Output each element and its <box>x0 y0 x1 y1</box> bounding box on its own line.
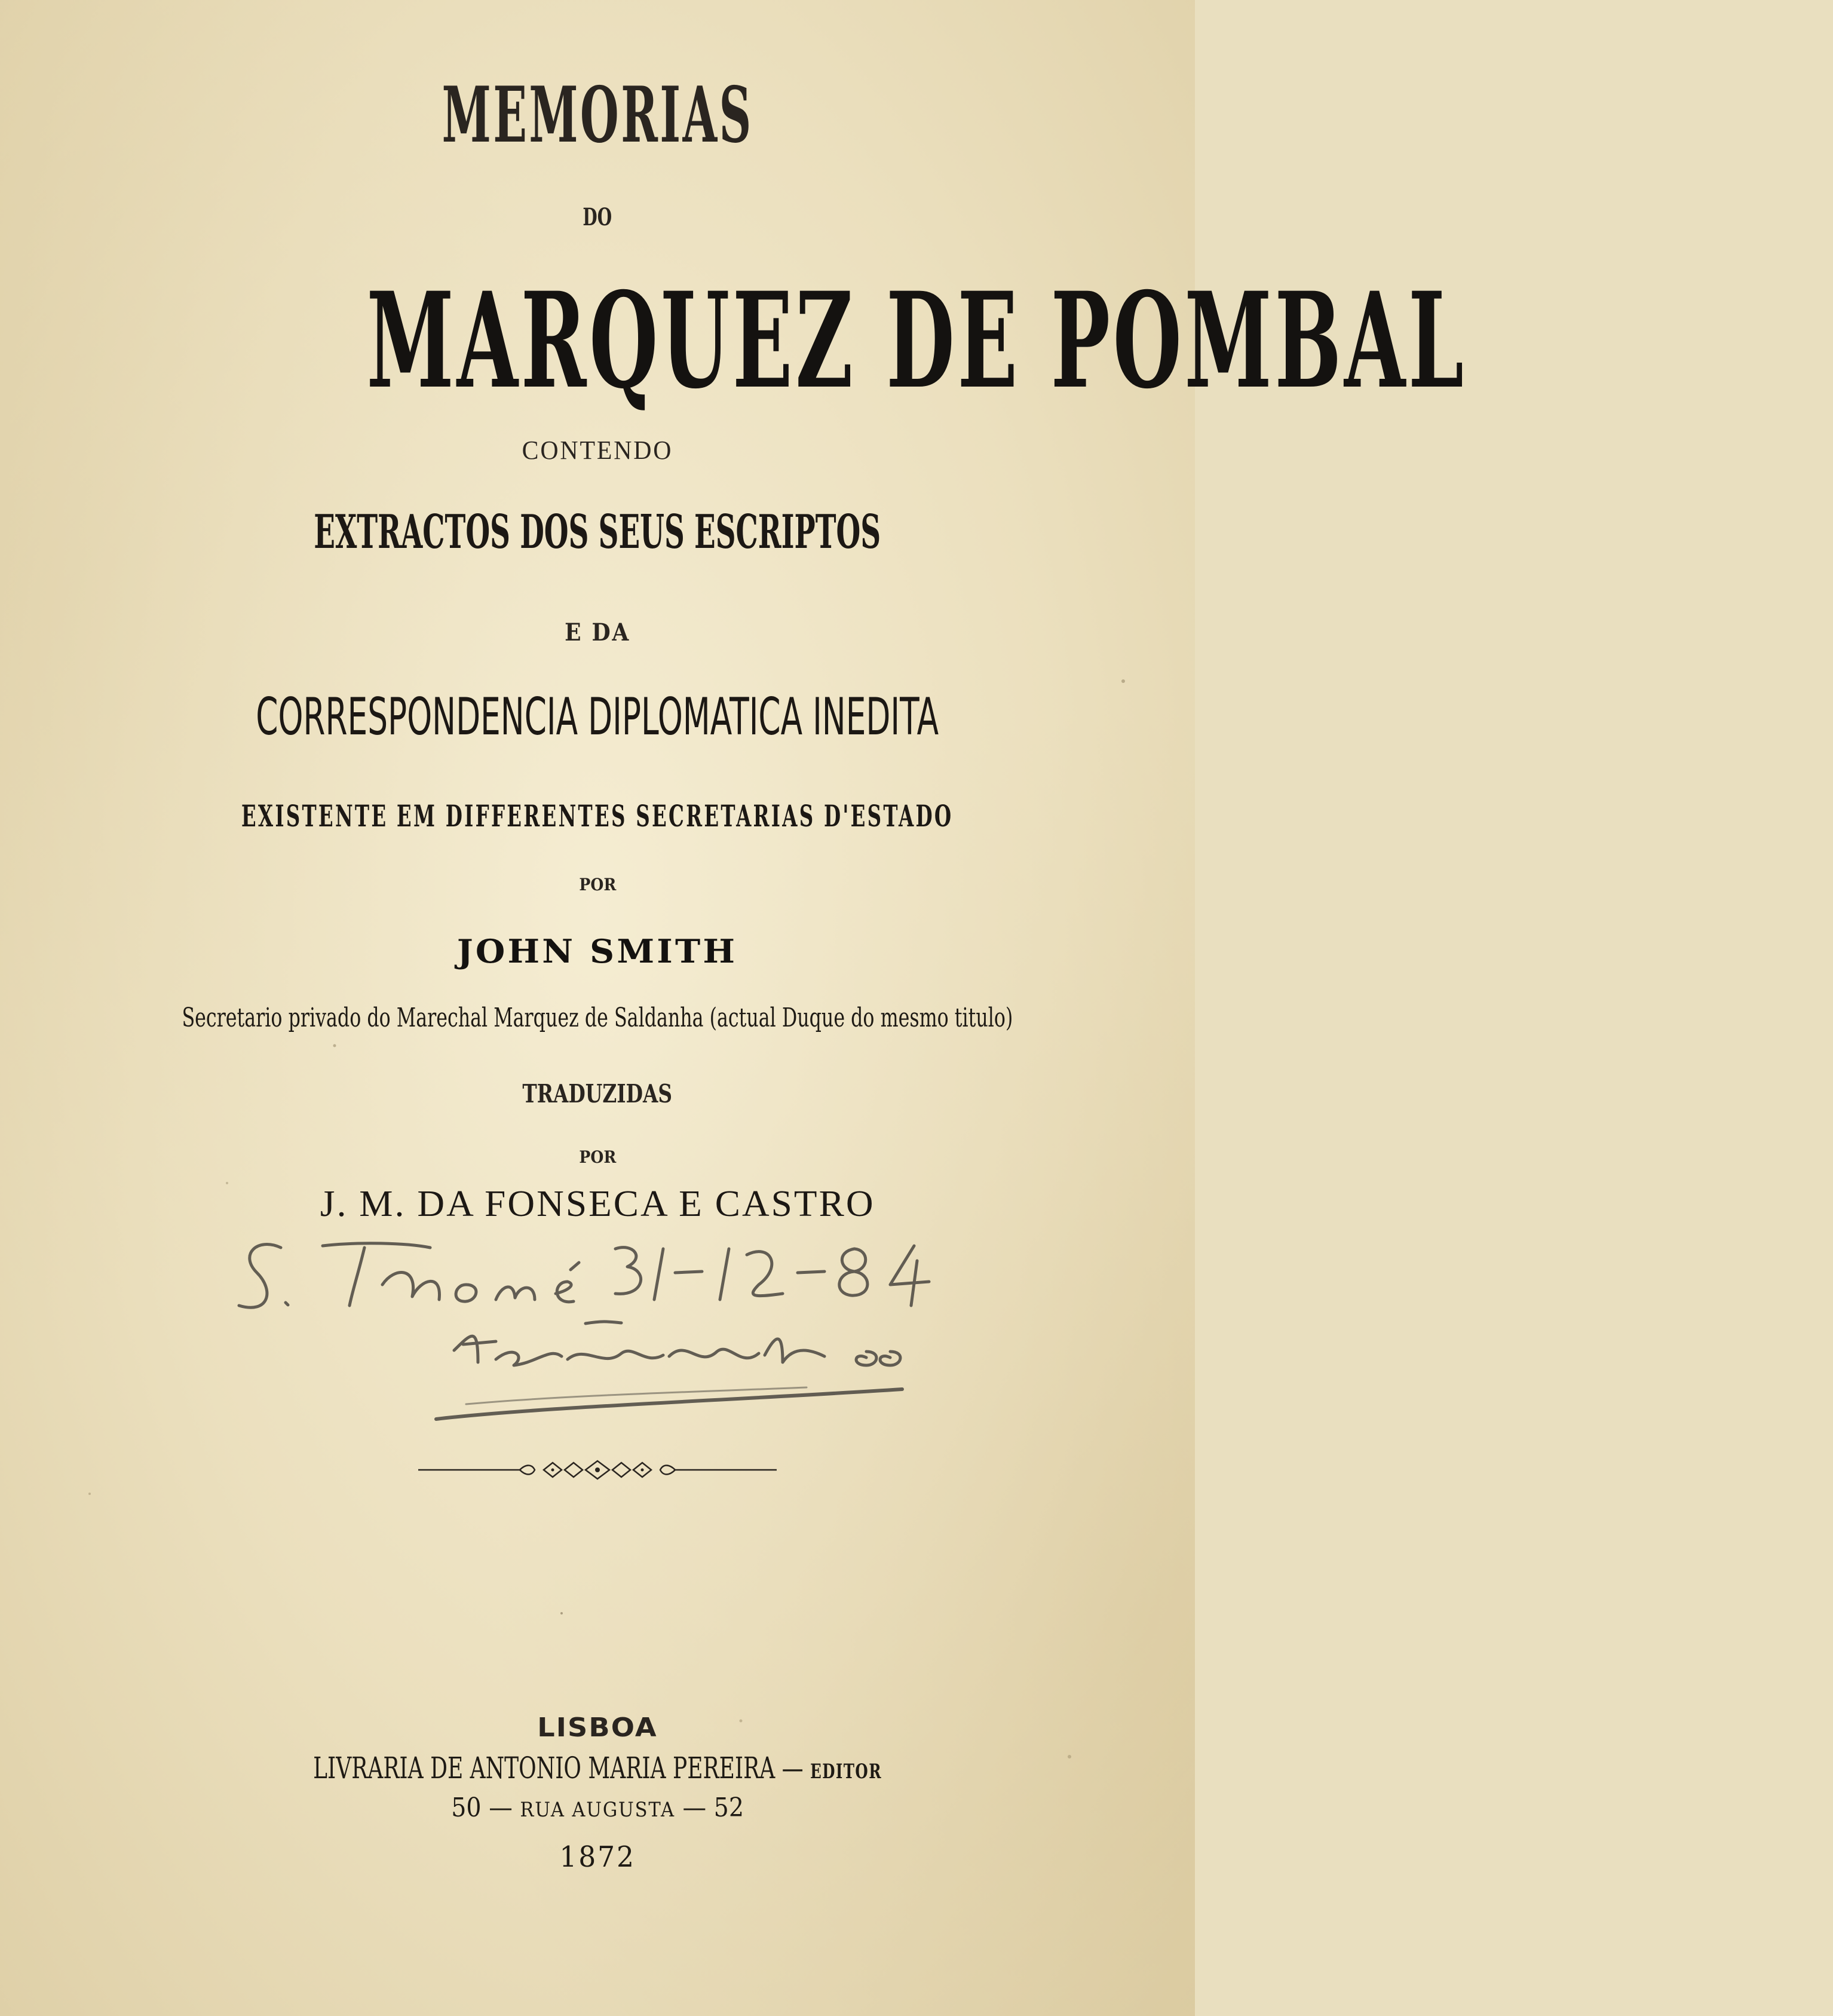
existente-text: EXISTENTE EM DIFFERENTES SECRETARIAS D'ESTADO <box>241 798 954 834</box>
contendo-line <box>0 435 1195 465</box>
correspondencia-text: CORRESPONDENCIA DIPLOMATICA INEDITA <box>256 687 939 747</box>
address-street: RUA AUGUSTA <box>520 1798 675 1822</box>
publisher-name: LIVRARIA DE ANTONIO MARIA PEREIRA <box>313 1751 776 1785</box>
imprint-city-text: LISBOA <box>537 1712 658 1743</box>
extractos-text: EXTRACTOS DOS SEUS ESCRIPTOS <box>314 505 881 559</box>
e-da-line <box>0 618 1195 647</box>
por-author-text: POR <box>579 875 616 894</box>
ornament-divider <box>418 1458 777 1482</box>
title-connector <box>0 203 1195 231</box>
address-dash-1: — <box>489 1793 513 1823</box>
author-title <box>0 1003 1195 1033</box>
publisher-dash: — <box>781 1751 804 1785</box>
existente-line <box>0 798 1195 834</box>
author-name <box>0 932 1195 970</box>
contendo-text: CONTENDO <box>522 436 673 465</box>
por-author-line <box>0 875 1195 894</box>
e-da-text: E DA <box>565 618 630 647</box>
translator-name <box>0 1183 1195 1225</box>
title-memorias <box>0 71 1195 160</box>
correspondencia-line <box>0 687 1195 747</box>
traduzidas-line <box>0 1079 1195 1108</box>
traduzidas-text: TRADUZIDAS <box>522 1079 673 1108</box>
imprint-address <box>0 1793 1195 1823</box>
title-memorias-text: MEMORIAS <box>442 71 753 160</box>
imprint-city <box>0 1712 1195 1743</box>
title-marquez-text: MARQUEZ DE POMBAL <box>366 263 1467 418</box>
address-end: 52 <box>713 1793 744 1823</box>
title-connector-text: DO <box>583 203 612 231</box>
title-marquez-de-pombal <box>0 263 1467 418</box>
address-start: 50 <box>451 1793 482 1823</box>
imprint-year <box>0 1840 1195 1874</box>
extractos-line <box>0 505 1195 559</box>
publisher-role: EDITOR <box>810 1760 882 1784</box>
translator-name-text: J. M. DA FONSECA E CASTRO <box>320 1184 875 1224</box>
por-translator-line <box>0 1147 1195 1167</box>
imprint-year-text: 1872 <box>559 1840 636 1874</box>
imprint-publisher <box>0 1751 1195 1785</box>
address-dash-2: — <box>682 1793 706 1823</box>
author-name-text: JOHN SMITH <box>457 932 738 970</box>
por-translator-text: POR <box>579 1147 616 1167</box>
author-title-text: Secretario privado do Marechal Marquez de Saldanha (actual Duque do mesmo titulo) <box>182 1003 1013 1033</box>
